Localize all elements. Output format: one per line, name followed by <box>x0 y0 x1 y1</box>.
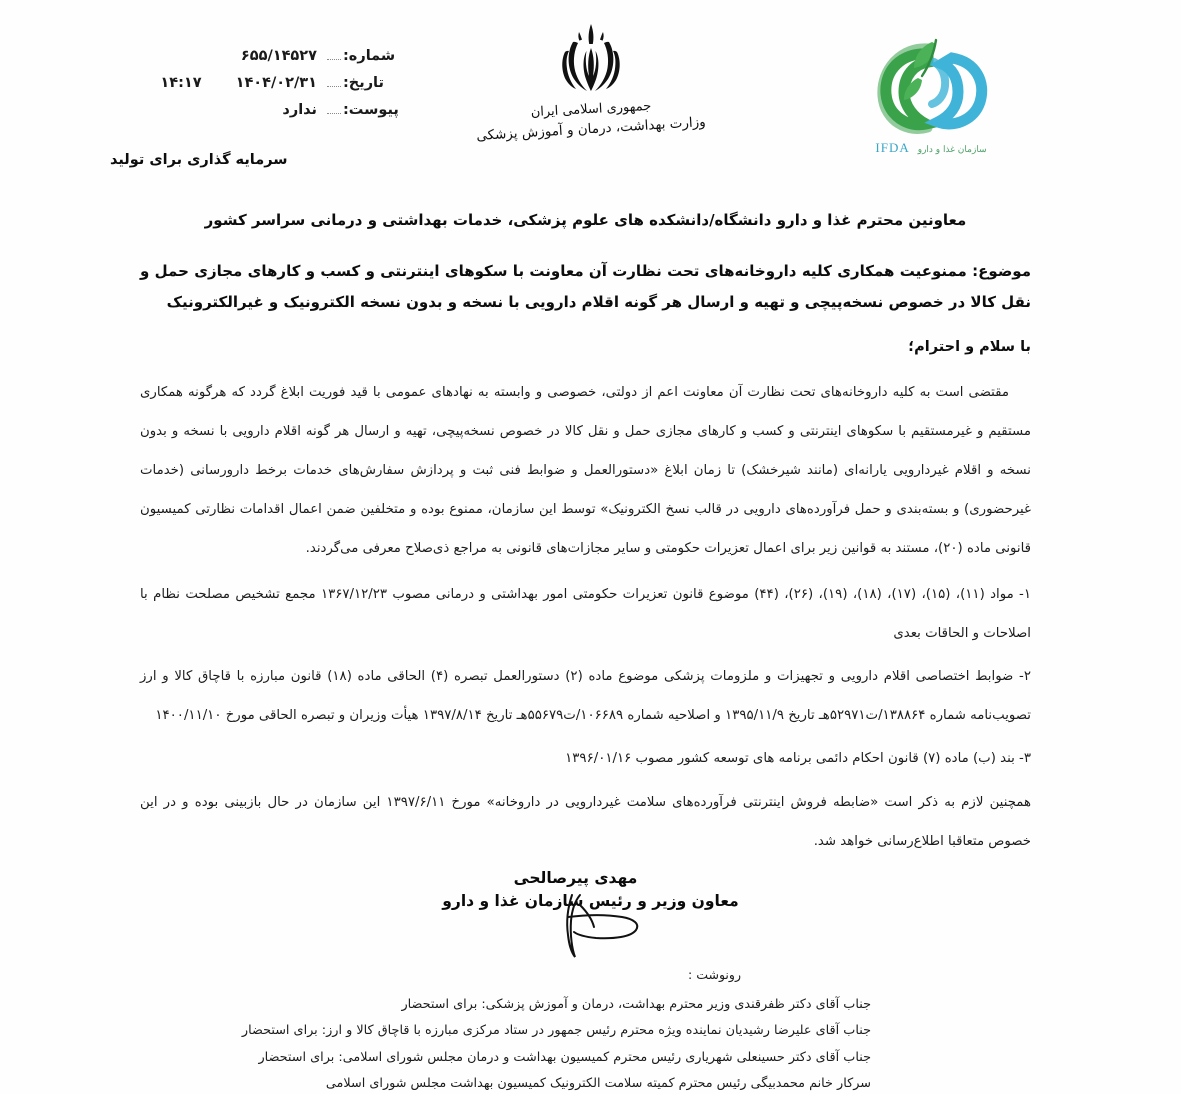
ifda-logo-fa-text: سازمان غذا و دارو <box>917 145 987 155</box>
ifda-logo-wordmark <box>856 140 1006 156</box>
cc-block <box>0 967 1181 1097</box>
attachment-label: پیوست: <box>343 102 399 118</box>
time-value: ۱۴:۱۷ <box>160 75 202 91</box>
closing-paragraph: همچنین لازم به ذکر است «ضابطه فروش اینترنتی فرآورده‌های سلامت غیردارویی در داروخانه» مورخ ۱۳۹۷/۶/۱۱ این سازمان در حال بازبینی بوده و در این خصوص متعاقبا اطلاع‌رسانی خواهد شد. <box>140 794 1031 849</box>
signature-block <box>0 867 1181 963</box>
cc-list-item: جناب آقای دکتر ظفرقندی وزیر محترم بهداشت، درمان و آموزش پزشکی: برای استحضار <box>401 997 871 1013</box>
ifda-logo <box>856 24 1006 164</box>
dot-leader <box>327 86 341 87</box>
date-value: ۱۴۰۴/۰۲/۳۱ <box>235 75 317 91</box>
iran-emblem-icon <box>545 22 637 100</box>
dot-leader <box>327 59 341 60</box>
subject-line: موضوع: ممنوعیت همکاری کلیه داروخانه‌های تحت نظارت آن معاونت با سکوهای اینترنتی و کسب و کارهای مجازی حمل و نقل کالا در خصوص نسخه‌پیچی و تهیه و ارسال هر گونه اقلام دارویی با نسخه و بدون نسخه الکترونیک و غیرالکترونیک <box>140 261 1031 311</box>
number-label: شماره: <box>343 48 396 64</box>
emblem-ministry-name: وزارت بهداشت، درمان و آموزش پزشکی <box>475 114 706 144</box>
signatory-name: مهدی پیرصالحی <box>513 869 638 888</box>
document-meta <box>105 48 405 129</box>
cc-list <box>140 992 1031 1097</box>
cc-title: رونوشت : <box>688 967 741 983</box>
greeting-line: با سلام و احترام؛ <box>908 338 1031 355</box>
letter-body <box>0 208 1181 861</box>
legal-reference-item-2: ۲- ضوابط اختصاصی اقلام دارویی و تجهیزات و ملزومات پزشکی موضوع ماده (۲) دستورالعمل تبصره (۴) الحاقی ماده (۱۸) قانون مبارزه با قاچاق کالا و ارز تصویب‌نامه شماره ۱۳۸۸۶۴/ت۵۲۹۷۱هـ تاریخ ۱۳۹۵/۱۱/۹ و اصلاحیه شماره ۱۰۶۶۸۹/ت۵۵۶۷۹هـ تاریخ ۱۳۹۷/۸/۱۴ هیأت وزیران و تبصره الحاقی مورخ ۱۴۰۰/۱۱/۱۰ <box>140 669 1031 724</box>
signatory-title: معاون وزیر و رئیس سازمان غذا و دارو <box>442 891 739 910</box>
body-paragraph: مقتضی است به کلیه داروخانه‌های تحت نظارت آن معاونت اعم از دولتی، خصوصی و وابسته به نهادهای عمومی با قید فوریت ابلاغ گردد که هرگونه همکاری مستقیم و غیرمستقیم با سکوهای اینترنتی و کسب و کارهای مجازی حمل و نقل کالا در خصوص نسخه‌پیچی، تهیه و ارسال هر گونه اقلام دارویی با نسخه و بدون نسخه و اقلام غیردارویی یارانه‌ای (مانند شیرخشک) تا زمان ابلاغ «دستورالعمل و ضوابط فنی ثبت و پردازش سفارش‌های خدمات برخط دارورسانی (خدمات غیرحضوری) و بسته‌بندی و حمل فرآورده‌های دارویی در قالب نسخ الکترونیک» توسط این سازمان، ممنوع بوده و متخلفین ضمن اعمال اقدامات نظارتی کمیسیون قانونی ماده (۲۰)، مستند به قوانین زیر برای اعمال تعزیرات حکومتی و سایر مجازات‌های قانونی به مراجع ذی‌صلاح معرفی می‌گردند. <box>140 384 1031 557</box>
legal-reference-item-3: ۳- بند (ب) ماده (۷) قانون احکام دائمی برنامه های توسعه کشور مصوب ۱۳۹۶/۰۱/۱۶ <box>565 751 1031 767</box>
ifda-logo-en-text: IFDA <box>875 140 910 155</box>
meta-row-number <box>105 48 405 64</box>
cc-list-item: جناب آقای دکتر حسینعلی شهریاری رئیس محترم کمیسیون بهداشت و درمان مجلس شورای اسلامی: برای استحضار <box>258 1049 871 1065</box>
letterhead <box>0 0 1181 190</box>
slogan-text: سرمایه گذاری برای تولید <box>110 152 288 168</box>
dot-leader <box>327 113 341 114</box>
meta-row-date <box>105 75 405 91</box>
cc-list-item: سرکار خانم محمدبیگی رئیس محترم کمیته سلامت الکترونیک کمیسیون بهداشت مجلس شورای اسلامی <box>325 1075 871 1091</box>
addressee-line: معاونین محترم غذا و دارو دانشگاه/دانشکده های علوم پزشکی، خدمات بهداشتی و درمانی سراسر کشور <box>204 211 967 229</box>
number-value: ۶۵۵/۱۴۵۲۷ <box>240 48 317 64</box>
cc-list-item: جناب آقای علیرضا رشیدیان نماینده ویژه محترم رئیس جمهور در ستاد مرکزی مبارزه با قاچاق کالا و ارز: برای استحضار <box>241 1023 871 1039</box>
ifda-logo-icon <box>856 24 1006 144</box>
iran-emblem <box>441 22 741 144</box>
legal-reference-item-1: ۱- مواد (۱۱)، (۱۵)، (۱۷)، (۱۸)، (۱۹)، (۲۶)، (۴۴) موضوع قانون تعزیرات حکومتی امور بهداشتی و درمانی مصوب ۱۳۶۷/۱۲/۲۳ مجمع تشخیص مصلحت نظام با اصلاحات و الحاقات بعدی <box>140 586 1031 641</box>
attachment-value: ندارد <box>282 102 317 118</box>
emblem-country-name: جمهوری اسلامی ایران <box>529 98 652 121</box>
date-label: تاریخ: <box>343 75 384 91</box>
meta-row-attachment <box>105 102 405 118</box>
